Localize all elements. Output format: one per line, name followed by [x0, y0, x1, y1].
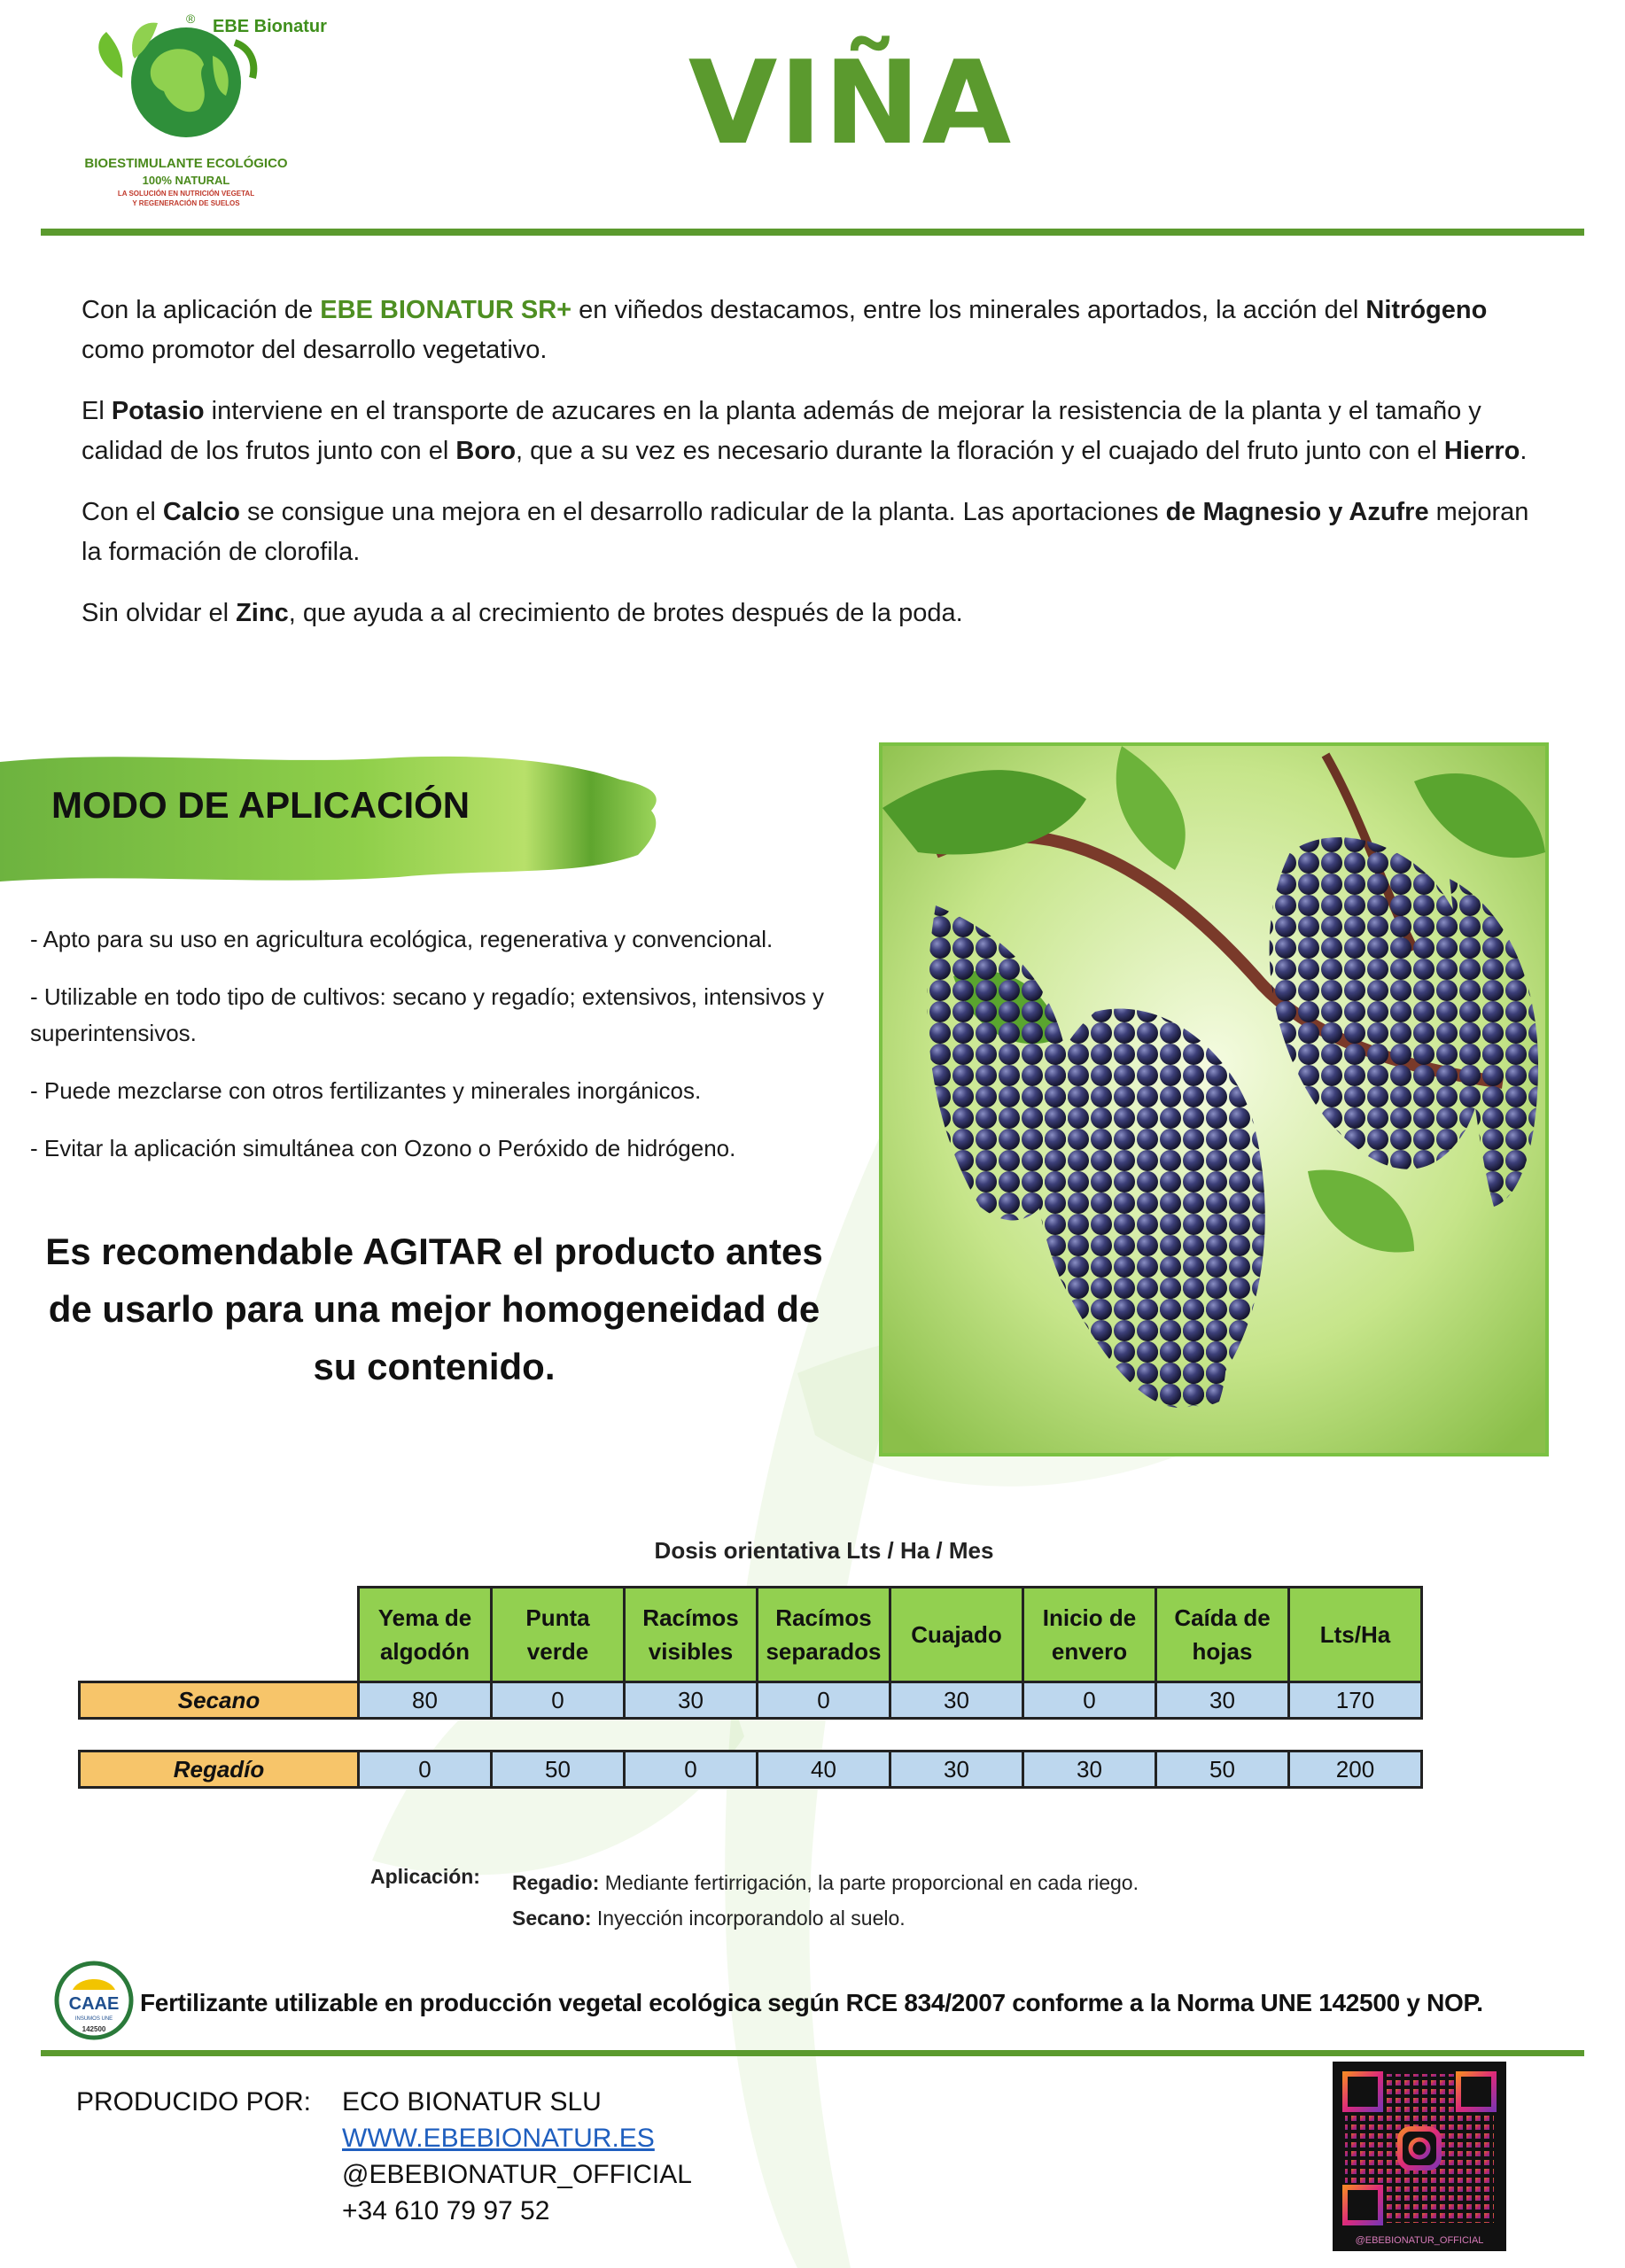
company-name: ECO BIONATUR SLU: [342, 2087, 602, 2117]
website-link[interactable]: WWW.EBEBIONATUR.ES: [342, 2124, 655, 2153]
certification-text: Fertilizante utilizable en producción vegetal ecológica según RCE 834/2007 conforme a la Norma UNE 142500 y NOP.: [140, 1989, 1483, 2016]
phone-number: +34 610 79 97 52: [342, 2196, 550, 2225]
table-cell: 40: [758, 1751, 890, 1788]
table-cell: 170: [1289, 1682, 1422, 1719]
dose-table: [78, 1586, 1423, 1789]
table-cell: 50: [492, 1751, 625, 1788]
row-label: Secano: [80, 1682, 359, 1719]
table-cell: 80: [359, 1682, 492, 1719]
badge-number: 142500: [82, 2025, 106, 2033]
table-cell: 30: [890, 1682, 1023, 1719]
intro-paragraph: Con la aplicación de EBE BIONATUR SR+ en viñedos destacamos, entre los minerales aportados, la acción del Nitrógeno como promotor del desarrollo vegetativo.: [82, 296, 1488, 364]
intro-paragraph: Con el Calcio se consigue una mejora en el desarrollo radicular de la planta. Las aportaciones de Magnesio y Azufre mejoran la formación de clorofila.: [82, 498, 1529, 566]
intro-text: [82, 291, 1543, 655]
list-item: - Puede mezclarse con otros fertilizantes y minerales inorgánicos.: [30, 1077, 702, 1104]
logo-tagline: Y REGENERACIÓN DE SUELOS: [132, 199, 240, 207]
brand-logo: [80, 7, 327, 211]
application-label: Aplicación:: [370, 1865, 480, 1888]
application-notes: [512, 1865, 1139, 1936]
column-header: Yema de algodón: [359, 1588, 492, 1682]
table-row: [80, 1751, 1422, 1788]
table-cell: 30: [1023, 1751, 1156, 1788]
list-item: - Evitar la aplicación simultánea con Ozono o Peróxido de hidrógeno.: [30, 1135, 736, 1161]
social-handle: @EBEBIONATUR_OFFICIAL: [342, 2160, 692, 2189]
table-cell: 30: [625, 1682, 758, 1719]
caae-badge-icon: [53, 1960, 135, 2041]
table-cell: 0: [758, 1682, 890, 1719]
column-header: Inicio de envero: [1023, 1588, 1156, 1682]
grape-cluster-image: [882, 746, 1545, 1453]
table-row: [80, 1682, 1422, 1719]
produced-by-label: PRODUCIDO POR:: [76, 2087, 312, 2117]
dose-table-title: Dosis orientativa Lts / Ha / Mes: [654, 1537, 994, 1564]
qr-code[interactable]: [1333, 2062, 1506, 2251]
table-cell: 30: [890, 1751, 1023, 1788]
qr-caption: @EBEBIONATUR_OFFICIAL: [1355, 2235, 1484, 2246]
svg-text:®: ®: [186, 12, 196, 26]
table-cell: 0: [359, 1751, 492, 1788]
column-header: Racímos separados: [758, 1588, 890, 1682]
page-title: VIÑA: [688, 35, 1014, 170]
table-cell: 0: [492, 1682, 625, 1719]
intro-paragraph: Sin olvidar el Zinc, que ayuda a al crecimiento de brotes después de la poda.: [82, 599, 963, 627]
grapes-photo: [879, 742, 1549, 1456]
recommendation-note: Es recomendable AGITAR el producto antes de usarlo para una mejor homogeneidad de su contenido.: [45, 1231, 823, 1387]
intro-paragraph: El Potasio interviene en el transporte de azucares en la planta además de mejorar la resistencia de la planta y el tamaño y calidad de los frutos junto con el Boro, que a su vez es necesario durante la floración y el cuajado del fruto junto con el Hierro.: [82, 397, 1528, 465]
badge-sub: INSUMOS UNE: [74, 2016, 113, 2022]
footer-divider: [41, 2050, 1584, 2056]
application-line: Regadio: Mediante fertirrigación, la parte proporcional en cada riego.: [512, 1871, 1139, 1894]
section-heading: MODO DE APLICACIÓN: [51, 784, 470, 826]
column-header: Lts/Ha: [1289, 1588, 1422, 1682]
table-cell: 0: [625, 1751, 758, 1788]
table-cell: 200: [1289, 1751, 1422, 1788]
badge-name: CAAE: [68, 1994, 120, 2014]
usage-list: [30, 921, 863, 1188]
svg-text:EBE Bionatur: EBE Bionatur: [213, 17, 327, 36]
logo-tagline: LA SOLUCIÓN EN NUTRICIÓN VEGETAL: [117, 190, 255, 198]
column-header: Racímos visibles: [625, 1588, 758, 1682]
table-spacer: [80, 1719, 1422, 1751]
list-item: - Apto para su uso en agricultura ecológica, regenerativa y convencional.: [30, 926, 774, 952]
table-corner: [80, 1588, 359, 1682]
list-item: - Utilizable en todo tipo de cultivos: secano y regadío; extensivos, intensivos y superintensivos.: [30, 983, 825, 1046]
table-header-row: [80, 1588, 1422, 1682]
header-divider: [41, 229, 1584, 236]
column-header: Caída de hojas: [1156, 1588, 1289, 1682]
instagram-qr-icon: [1333, 2062, 1506, 2251]
row-label: Regadío: [80, 1751, 359, 1788]
table-cell: 30: [1156, 1682, 1289, 1719]
table-cell: 0: [1023, 1682, 1156, 1719]
application-line: Secano: Inyección incorporandolo al suelo.: [512, 1907, 906, 1930]
logo-tagline: BIOESTIMULANTE ECOLÓGICO: [84, 156, 288, 171]
globe-leaf-icon: [80, 7, 327, 158]
column-header: Punta verde: [492, 1588, 625, 1682]
table-cell: 50: [1156, 1751, 1289, 1788]
logo-tagline: 100% NATURAL: [142, 174, 230, 187]
product-name: EBE BIONATUR SR+: [320, 296, 572, 324]
column-header: Cuajado: [890, 1588, 1023, 1682]
producer-info: [342, 2084, 692, 2229]
